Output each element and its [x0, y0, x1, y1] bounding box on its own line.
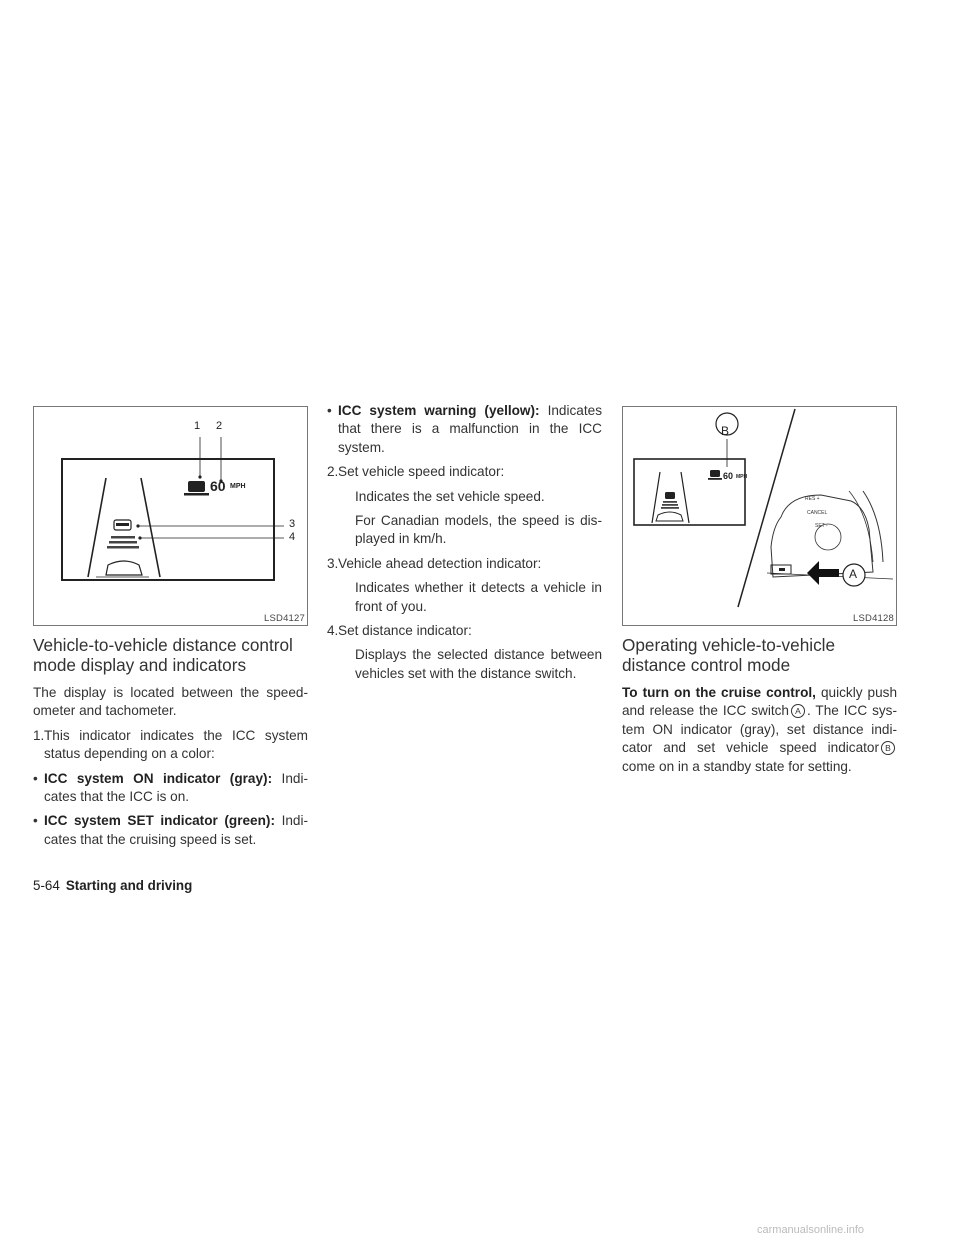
callout-b: B: [721, 424, 730, 438]
bullet-item: [33, 770, 308, 807]
callout-2: 2: [216, 420, 223, 432]
bullet-item: [327, 402, 602, 457]
bullet-text: Indi-cates that the ICC is on.: [44, 770, 308, 805]
body-text: quickly push and release the ICC switch: [622, 685, 898, 719]
item-number: 3.: [327, 555, 339, 571]
steering-switch-illustration: [623, 407, 896, 625]
item-number: 1.: [33, 727, 45, 743]
bullet-icon: •: [33, 813, 38, 829]
figure-code: LSD4128: [852, 613, 894, 624]
callout-1: 1: [194, 420, 201, 432]
set-speed-value: 60: [210, 478, 226, 494]
set-speed-value: 60: [723, 471, 734, 481]
bullet-icon: •: [33, 770, 38, 786]
bullet-label: ICC system warning (yellow):: [338, 403, 540, 418]
callout-a: A: [849, 567, 858, 581]
item-text: Vehicle ahead detection indicator:: [338, 555, 542, 571]
sub-paragraph: Indicates whether it detects a vehicle in front of you.: [355, 580, 602, 614]
figure-icc-display: [33, 406, 308, 626]
bullet-text: Indi-cates that the cruising speed is set.: [44, 813, 309, 847]
item-text: Set vehicle speed indicator:: [338, 464, 505, 480]
item-number: 4.: [327, 623, 339, 639]
item-number: 2.: [327, 464, 339, 480]
list-item: [327, 555, 602, 573]
res-plus-label: RES +: [805, 496, 820, 502]
sub-paragraph: For Canadian models, the speed is dis-played in km/h.: [355, 513, 602, 547]
list-item: [327, 622, 602, 640]
set-minus-label: SET -: [815, 523, 828, 529]
icc-display-illustration: [34, 407, 307, 625]
bullet-icon: •: [327, 403, 332, 418]
left-column: [33, 636, 308, 855]
set-speed-unit: MPH: [230, 483, 246, 490]
figure-icc-switch: [622, 406, 897, 626]
item-text: Set distance indicator:: [338, 623, 472, 639]
right-column: [622, 636, 897, 782]
figure-code: LSD4127: [263, 613, 305, 624]
section-heading: Vehicle-to-vehicle distance control mode display and indicators: [33, 635, 293, 675]
bullet-label: ICC system SET indicator (green):: [44, 813, 275, 829]
sub-paragraph: Indicates the set vehicle speed.: [355, 488, 545, 504]
set-distance-car-icon: [184, 481, 209, 496]
body-paragraph: [622, 684, 897, 776]
watermark: carmanualsonline.info: [757, 1224, 865, 1236]
callout-3: 3: [289, 518, 296, 530]
body-text: . The ICC sys-tem ON indicator (gray), set distance indi-cator and set vehicle speed indicator: [622, 703, 897, 756]
callout-a-icon: A: [791, 704, 805, 718]
intro-paragraph: The display is located between the speed-ometer and tachometer.: [33, 685, 308, 719]
bullet-text: Indicates that there is a malfunction in the ICC system.: [338, 403, 602, 455]
lead-bold: To turn on the cruise control,: [622, 685, 816, 700]
callout-4: 4: [289, 531, 296, 543]
sub-paragraph: Displays the selected distance between vehicles set with the distance switch.: [355, 647, 602, 681]
section-title: Starting and driving: [65, 878, 193, 893]
set-speed-unit: MPH: [736, 474, 748, 480]
page-footer: [33, 878, 192, 893]
item-text: This indicator indicates the ICC system status depending on a color:: [44, 727, 308, 762]
list-item: [33, 727, 308, 764]
list-item: [327, 463, 602, 481]
callout-b-icon: B: [881, 741, 895, 755]
bullet-item: [33, 812, 308, 849]
page-number: 5-64: [33, 878, 60, 893]
cancel-label: CANCEL: [807, 510, 828, 516]
middle-column: [327, 402, 602, 689]
section-heading: Operating vehicle-to-vehicle distance control mode: [622, 635, 836, 675]
body-text: come on in a standby state for setting.: [622, 758, 852, 774]
bullet-label: ICC system ON indicator (gray):: [44, 770, 273, 786]
